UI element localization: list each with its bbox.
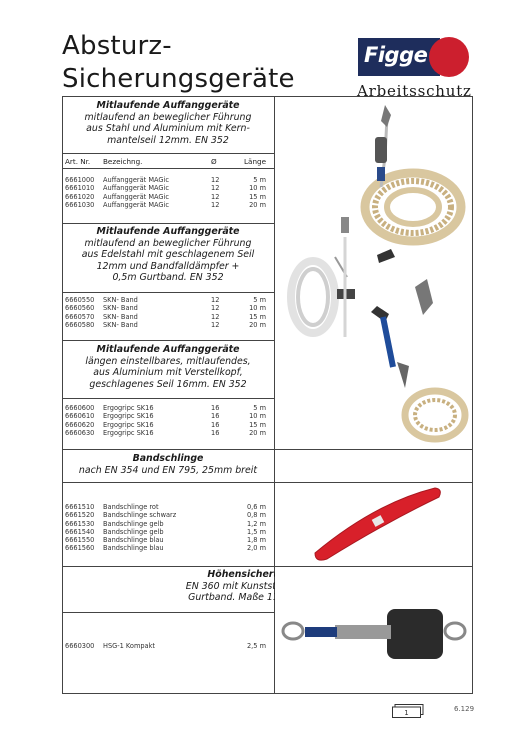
diameter: 16 [211, 404, 220, 412]
table-row [65, 421, 270, 429]
art-nr: 6660580 [65, 320, 95, 329]
product-name: SKN- Band [103, 312, 138, 321]
product-name: Bandschlinge schwarz [103, 511, 177, 520]
table-row [65, 520, 270, 528]
art-nr: 6661550 [65, 536, 95, 545]
table-row [65, 193, 270, 201]
table-row [65, 503, 270, 511]
table-row [65, 536, 270, 544]
section-2-desc-4: 0,5m Gurtband. EN 352 [112, 272, 224, 283]
product-name: Bandschlinge blau [103, 544, 164, 553]
art-nr: 6660600 [65, 404, 95, 412]
product-name: HSG-1 Kompakt [103, 642, 156, 650]
product-name: SKN- Band [103, 296, 138, 304]
table-row [65, 429, 270, 437]
rope-coil-bottom-image [405, 391, 465, 439]
fall-arrester-product-image [275, 97, 472, 449]
section-5-desc-1: EN 360 mit Kunststoffgehäuse und [185, 580, 350, 592]
subsection-divider [62, 398, 274, 399]
diameter: 12 [211, 184, 220, 193]
title-line-2: Sicherungsgeräte [62, 64, 295, 94]
section-3-title: Mitlaufende Auffanggeräte [96, 344, 240, 355]
table-row [65, 176, 270, 184]
rope-coil-image [365, 173, 461, 241]
table-row [65, 544, 270, 552]
page-number: 6.129 [454, 705, 475, 713]
table-row [65, 528, 270, 536]
product-name: Bandschlinge blau [103, 536, 164, 545]
product-name: SKN- Band [103, 320, 138, 329]
section-2-title: Mitlaufende Auffanggeräte [96, 226, 240, 237]
art-nr: 6661530 [65, 519, 95, 528]
section-4-heading [62, 453, 473, 476]
page-title [62, 30, 295, 96]
webbing-sling-image [275, 483, 472, 566]
length: 20 m [249, 428, 266, 437]
page-box-number: 1 [404, 709, 409, 717]
brand-logo [358, 38, 478, 78]
diameter: 16 [211, 420, 220, 429]
section-1-desc-3: mantelseil 12mm. EN 352 [107, 134, 229, 146]
device-housing [387, 609, 443, 659]
col-art: Art. Nr. [65, 157, 91, 166]
section-divider [62, 449, 473, 450]
length: 10 m [249, 412, 266, 421]
length: 1,8 m [246, 536, 266, 545]
table-row [65, 296, 270, 304]
product-name: Auffanggerät MAGic [103, 184, 169, 193]
length: 20 m [249, 200, 266, 209]
section-1-rows [65, 176, 270, 209]
length: 0,6 m [246, 503, 266, 511]
header-divider [62, 153, 274, 154]
table-row [65, 184, 270, 192]
section-1-title: Mitlaufende Auffanggeräte [96, 100, 240, 111]
product-name: Ergogripc SK16 [103, 428, 154, 437]
diameter: 12 [211, 320, 220, 329]
length: 1,2 m [246, 519, 266, 528]
table-row [65, 304, 270, 312]
section-2-heading [62, 226, 274, 284]
table-row [65, 404, 270, 412]
table-row [65, 642, 270, 650]
length: 15 m [249, 312, 266, 321]
rope-grab-icon [375, 137, 387, 163]
section-1-heading [62, 100, 274, 146]
art-nr: 6660560 [65, 304, 95, 313]
product-name: Ergogripc SK16 [103, 404, 154, 412]
section-3-rows [65, 404, 270, 437]
length: 0,8 m [246, 511, 266, 520]
length: 1,5 m [246, 527, 266, 536]
art-nr: 6660300 [65, 642, 95, 650]
product-name: Auffanggerät MAGic [103, 192, 169, 201]
retractable-device-image [275, 567, 472, 693]
product-name: Ergogripc SK16 [103, 420, 154, 429]
subsection-divider [62, 292, 274, 293]
product-name: Bandschlinge rot [103, 503, 159, 511]
diameter: 12 [211, 192, 220, 201]
col-length: Länge [244, 157, 266, 166]
art-nr: 6661560 [65, 544, 95, 553]
section-4-title: Bandschlinge [132, 453, 204, 464]
title-line-1: Absturz- [62, 31, 172, 61]
table-row [65, 313, 270, 321]
art-nr: 6661030 [65, 200, 95, 209]
rope-coil-white-image [291, 261, 335, 333]
art-nr: 6660620 [65, 420, 95, 429]
logo-wordmark: Figge [364, 43, 428, 67]
length: 20 m [249, 320, 266, 329]
table-row [65, 321, 270, 329]
column-header [65, 157, 270, 167]
carabiner-icon [283, 623, 303, 639]
length: 15 m [249, 420, 266, 429]
diameter: 12 [211, 304, 220, 313]
section-3-heading [62, 344, 274, 390]
length: 5 m [253, 296, 266, 304]
section-1-desc-1: mitlaufend an beweglicher Führung [84, 111, 252, 123]
length: 5 m [253, 176, 266, 184]
diameter: 12 [211, 312, 220, 321]
col-diameter: Ø [211, 157, 217, 166]
art-nr: 6661000 [65, 176, 95, 184]
section-2-desc-2: aus Edelstahl mit geschlagenem Seil [81, 249, 255, 260]
hook-icon [415, 279, 433, 315]
product-name: Bandschlinge gelb [103, 527, 164, 536]
art-nr: 6660630 [65, 428, 95, 437]
section-2-rows [65, 296, 270, 329]
art-nr: 6661020 [65, 192, 95, 201]
section-5-desc-2: Gurtband. Maße 110x110x80 mm [188, 592, 347, 603]
length: 5 m [253, 404, 266, 412]
diameter: 12 [211, 176, 220, 184]
length: 2,5 m [246, 642, 266, 650]
subsection-divider [62, 612, 274, 613]
section-1-desc-2: aus Stahl und Aluminium mit Kern- [86, 123, 250, 134]
art-nr: 6660610 [65, 412, 95, 421]
product-name: SKN- Band [103, 304, 138, 313]
length: 10 m [249, 184, 266, 193]
table-row [65, 412, 270, 420]
table-row [65, 511, 270, 519]
col-name: Bezeichng. [103, 157, 143, 166]
art-nr: 6660570 [65, 312, 95, 321]
section-4-rows [65, 503, 270, 553]
length: 2,0 m [246, 544, 266, 553]
logo-red-circle [429, 37, 469, 77]
section-2-desc-3: 12mm und Bandfalldämpfer + [96, 260, 240, 272]
art-nr: 6661510 [65, 503, 95, 511]
header-divider [62, 168, 274, 169]
product-name: Auffanggerät MAGic [103, 200, 169, 209]
diameter: 16 [211, 428, 220, 437]
section-2-desc-1: mitlaufend an beweglicher Führung [84, 237, 252, 249]
product-name: Ergogripc SK16 [103, 412, 154, 421]
product-name: Bandschlinge gelb [103, 519, 164, 528]
section-5-rows [65, 642, 270, 650]
length: 10 m [249, 304, 266, 313]
diameter: 12 [211, 296, 220, 304]
art-nr: 6661540 [65, 527, 95, 536]
length: 15 m [249, 192, 266, 201]
carabiner-icon [381, 105, 391, 127]
art-nr: 6661010 [65, 184, 95, 193]
product-name: Auffanggerät MAGic [103, 176, 169, 184]
diameter: 12 [211, 200, 220, 209]
section-4-desc-1: nach EN 354 und EN 795, 25mm breit [78, 464, 258, 476]
section-3-desc-2: aus Aluminium mit Verstellkopf, [93, 367, 243, 378]
section-5-title: Höhensicherungsgerät [207, 569, 328, 580]
carabiner-icon [445, 623, 465, 639]
table-row [65, 201, 270, 209]
art-nr: 6660550 [65, 296, 95, 304]
section-3-desc-3: geschlagenes Seil 16mm. EN 352 [89, 378, 247, 390]
page-box [392, 704, 424, 718]
section-3-desc-1: längen einstellbares, mitlaufendes, [85, 355, 251, 367]
diameter: 16 [211, 412, 220, 421]
brand-subtitle: Arbeitsschutz [357, 82, 472, 100]
art-nr: 6661520 [65, 511, 95, 520]
